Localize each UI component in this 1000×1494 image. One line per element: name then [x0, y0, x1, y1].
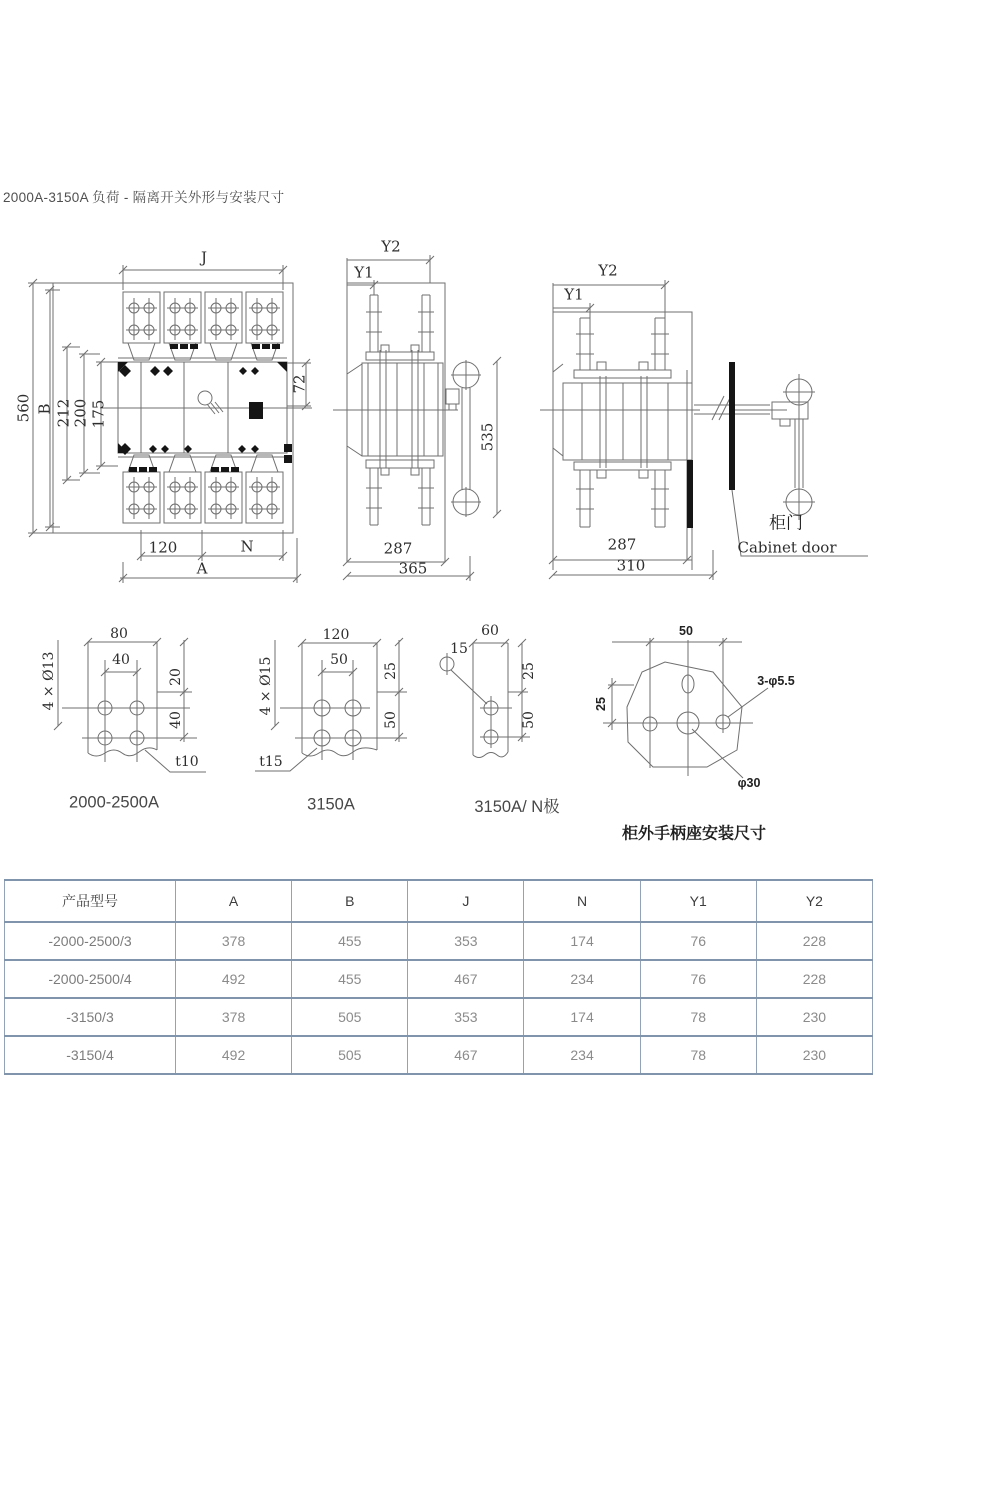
pad2000-40-label: 40 — [112, 652, 130, 668]
cell-y1: 78 — [641, 999, 757, 1035]
pad3150n-25-label: 25 — [521, 662, 537, 680]
col-header-y1: Y1 — [641, 881, 757, 921]
door-310-label: 310 — [616, 556, 646, 575]
col-header-y2: Y2 — [757, 881, 873, 921]
cell-n: 234 — [524, 1037, 640, 1073]
pad3150-caption: 3150A — [307, 795, 355, 814]
cell-j: 467 — [408, 961, 524, 997]
cell-j: 353 — [408, 999, 524, 1035]
cell-model: -3150/3 — [4, 999, 176, 1035]
pad3150-holes-label: 4 × Ø15 — [258, 656, 274, 716]
door-stack — [540, 364, 787, 468]
pad3150-thickness-label: t15 — [259, 754, 283, 770]
dim-212-label: 212 — [54, 398, 73, 428]
door-y2-label: Y2 — [598, 261, 618, 280]
door-u-bracket-top — [574, 318, 671, 378]
cabinet-door-bar — [687, 362, 735, 528]
door-u-bracket-bottom — [574, 462, 671, 527]
table-row — [4, 961, 873, 999]
handleseat-3holes-label: 3-φ5.5 — [757, 673, 795, 688]
page-title: 2000A-3150A 负荷 - 隔离开关外形与安装尺寸 — [3, 190, 285, 205]
cabinet-door-label-cn: 柜门 — [769, 513, 803, 534]
dimension-table — [4, 879, 873, 1075]
pad3150-50-label: 50 — [330, 652, 348, 668]
door-287-label: 287 — [607, 535, 637, 554]
cell-j: 353 — [408, 923, 524, 959]
cell-model: -2000-2500/4 — [4, 961, 176, 997]
side-365-label: 365 — [398, 559, 428, 578]
cell-a: 492 — [176, 961, 292, 997]
dim-a-label: A — [196, 559, 208, 578]
side-handle — [446, 360, 481, 517]
cell-n: 174 — [524, 923, 640, 959]
pad3150-25-label: 25 — [383, 662, 399, 680]
cell-y2: 230 — [757, 1037, 873, 1073]
cabinet-door-label-en: Cabinet door — [737, 538, 837, 557]
dim-72-label: 72 — [290, 374, 309, 394]
door-view-drawing — [540, 280, 868, 580]
cell-b: 455 — [292, 961, 408, 997]
handleseat-centerlines — [603, 638, 753, 776]
handleseat-25-label: 25 — [593, 697, 608, 711]
pad3150n-lines — [447, 653, 530, 748]
pad2000-80-label: 80 — [110, 626, 128, 642]
table-row — [4, 1037, 873, 1075]
cell-model: -2000-2500/3 — [4, 923, 176, 959]
dim-175-label: 175 — [89, 399, 108, 429]
pad3150n-15-label: 15 — [450, 641, 468, 657]
pad3150n-caption: 3150A/ N极 — [474, 798, 560, 816]
side-535-label: 535 — [478, 422, 497, 452]
handleseat-center-hole-label: φ30 — [737, 775, 761, 790]
side-stack — [333, 350, 458, 468]
dim-j-label: J — [200, 248, 208, 267]
handle-seat-drawing — [603, 638, 768, 778]
cell-b: 455 — [292, 923, 408, 959]
pad2000-caption: 2000-2500A — [69, 793, 159, 812]
col-header-model: 产品型号 — [4, 881, 176, 921]
pad2000-20-label: 20 — [168, 668, 184, 686]
dim-200-label: 200 — [71, 398, 90, 428]
table-row — [4, 923, 873, 961]
front-shaft-symbol — [198, 391, 223, 414]
cell-y2: 230 — [757, 999, 873, 1035]
side-y2-label: Y2 — [381, 237, 401, 256]
cell-y1: 76 — [641, 961, 757, 997]
side-u-bracket-top — [366, 295, 434, 360]
col-header-b: B — [292, 881, 408, 921]
cell-a: 378 — [176, 923, 292, 959]
side-y1-label: Y1 — [354, 263, 374, 282]
dim-120-label: 120 — [148, 538, 178, 557]
pad3150n-60-label: 60 — [481, 623, 499, 639]
cell-b: 505 — [292, 999, 408, 1035]
cell-y1: 76 — [641, 923, 757, 959]
cell-b: 505 — [292, 1037, 408, 1073]
side-u-bracket-bottom — [366, 460, 434, 525]
handleseat-50-label: 50 — [679, 623, 693, 638]
cell-j: 467 — [408, 1037, 524, 1073]
cell-y1: 78 — [641, 1037, 757, 1073]
dim-b-label: B — [35, 403, 54, 415]
pad3150n-50-label: 50 — [521, 711, 537, 729]
side-view-drawing — [333, 255, 501, 581]
pad3150-120-label: 120 — [322, 627, 350, 643]
table-row — [4, 999, 873, 1037]
handleseat-blob — [627, 662, 742, 767]
cell-y2: 228 — [757, 923, 873, 959]
door-handle — [772, 374, 815, 520]
cell-y2: 228 — [757, 961, 873, 997]
pad-2000-2500-drawing — [54, 638, 206, 772]
pad2000-thickness-label: t10 — [175, 754, 199, 770]
dim-n-label: N — [240, 537, 254, 556]
pad3150n-dims — [469, 639, 528, 742]
col-header-j: J — [408, 881, 524, 921]
col-header-n: N — [524, 881, 640, 921]
door-y1-label: Y1 — [564, 285, 584, 304]
pad2000-40r-label: 40 — [168, 711, 184, 729]
side-287-label: 287 — [383, 539, 413, 558]
cell-a: 378 — [176, 999, 292, 1035]
pad3150-50r-label: 50 — [383, 711, 399, 729]
table-header-row — [4, 881, 873, 923]
dim-560-label: 560 — [14, 393, 33, 423]
col-header-a: A — [176, 881, 292, 921]
pad2000-holes-label: 4 × Ø13 — [41, 651, 57, 711]
cell-n: 234 — [524, 961, 640, 997]
cell-n: 174 — [524, 999, 640, 1035]
handleseat-caption: 柜外手柄座安装尺寸 — [621, 825, 767, 843]
cell-a: 492 — [176, 1037, 292, 1073]
cell-model: -3150/4 — [4, 1037, 176, 1073]
pad2000-dims — [54, 638, 206, 772]
